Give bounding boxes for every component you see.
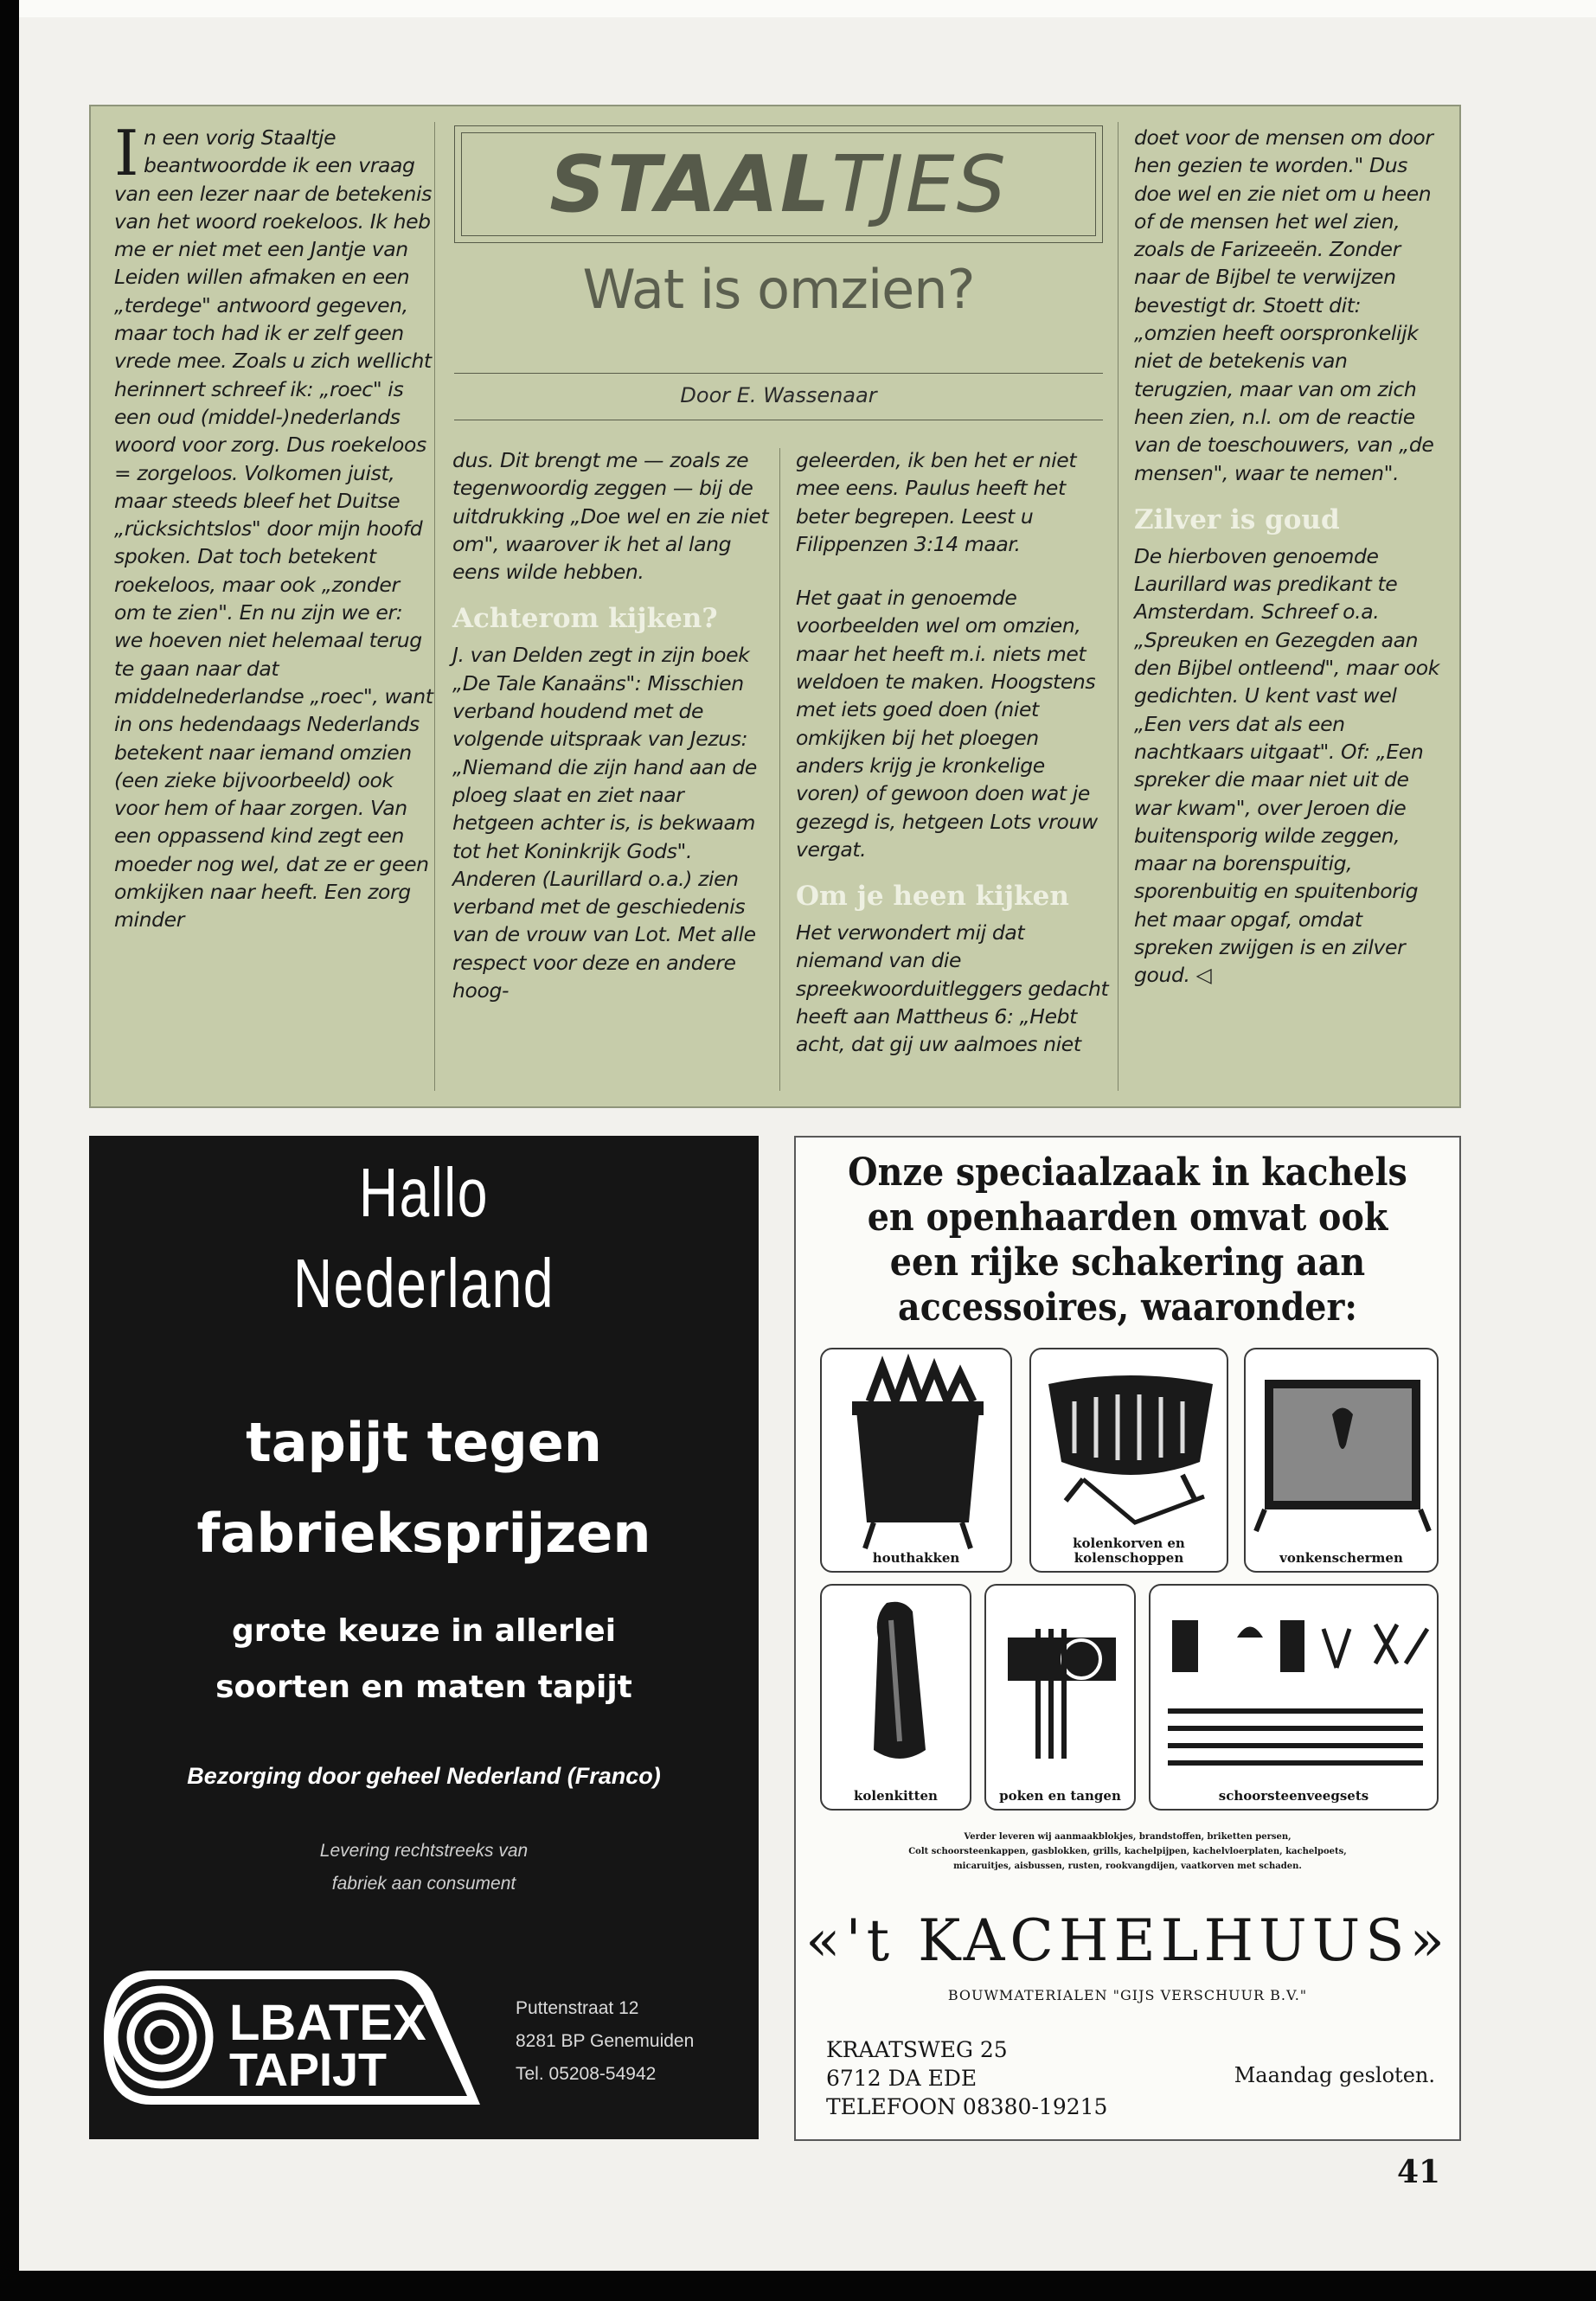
column-1-text: n een vorig Staaltje beantwoordde ik een vraag van een lezer naar de betekenis van het woord roekeloos. Ik heb me er niet met een Jantje van Leiden willen afmaken en een „terdege" antwoord gegeven, maar toch had ik er zelf geen vrede mee. Zoals u zich wellicht herinnert schreef ik: „roec" is een oud (middel-)nederlands woord voor zorg. Dus roekeloos = zorgeloos. Volkomen juist, maar steeds bleef het Duitse „rücksichtslos" door mijn hoofd spoken. Dat toch betekent roekeloos, maar ook „zonder om te zien". En nu zijn we er: we hoeven niet helemaal terug te gaan naar dat middelnederlandse „roec", want in ons hedendaags Nederlands betekent naar iemand omzien (een zieke bijvoorbeeld) ook voor hem of haar zorgen. Van een oppassend kind zegt een moeder nog wel, dat ze er geen omkijken naar heeft. Een zorg minder bbox=[114, 125, 433, 933]
drop-cap: I bbox=[114, 117, 139, 189]
ad-small-1: Levering rechtstreeks van bbox=[319, 1841, 529, 1861]
paragraph: dus. Dit brengt me — zoals ze tegenwoordig zeggen — bij de uitdrukking „Doe wel en zie niet om", waarover ik het al lang eens wilde hebben. bbox=[452, 448, 769, 585]
tile-poken-en-tangen: poken en tangen bbox=[984, 1584, 1136, 1811]
fire-screen-icon bbox=[1246, 1349, 1439, 1573]
paragraph: doet voor de mensen om door hen gezien te worden." Dus doe wel en zie niet om u heen of de mensen het wel zien, zoals de Farizeeën. Zonder naar de Bijbel te verwijzen bevestigt dr. Stoett dit: „omzien heeft oorspronkelijk niet de betekenis van terugzien, maar van om zich heen zien, n.l. om de reactie van de toeschouwers, van „de mensen", waar te nemen". bbox=[1134, 125, 1434, 485]
article-column-1 bbox=[114, 117, 434, 934]
ad-text-2: soorten en maten tapijt bbox=[215, 1670, 632, 1705]
ad-headline: Onze speciaalzaak in kachels en openhaarden omvat ook een rijke schakering aan accessoires, waaronder: bbox=[848, 1150, 1407, 1330]
paragraph: J. van Delden zegt in zijn boek „De Tale Kanaäns": Misschien verband houdend met de volgende uitspraak van Jezus: „Niemand die zijn hand aan de ploeg slaat en ziet naar hetgeen achter is, is bekwaam tot het Koninkrijk Gods". Anderen (Laurillard o.a.) zien verband met de geschiedenis van de vrouw van Lot. Met alle respect voor deze en andere hoog- bbox=[452, 643, 757, 1003]
scan-bottom-edge bbox=[0, 2271, 1596, 2301]
coal-scuttle-icon bbox=[822, 1586, 971, 1811]
svg-text:LBATEX: LBATEX bbox=[229, 1995, 426, 2051]
log-basket-icon bbox=[822, 1349, 1012, 1573]
paragraph: Het gaat in genoemde voorbeelden wel om omzien, maar het heeft m.i. niets met weldoen te maken. Hoogstens met iets goed doen (niet omkijken bij het ploegen anders krijg je kronkelige voren) of gewoon doen wat je gezegd is, hetgeen Lots vrouw vergat. bbox=[796, 586, 1098, 862]
fine-print: Verder leveren wij aanmaakblokjes, brandstoffen, briketten persen, Colt schoorsteenkappen, gasblokken, grills, kachelpijpen, kachelvloerplaten, kachelpoets, micaruitjes, aisbussen, rusten, rookvangdijen, vaatkorven met schaden. bbox=[908, 1832, 1347, 1871]
fire-tools-icon bbox=[986, 1586, 1136, 1811]
article-title-box bbox=[454, 125, 1103, 243]
scan-left-edge bbox=[0, 0, 19, 2301]
ad-text-1: grote keuze in allerlei bbox=[231, 1613, 617, 1649]
opening-note: Maandag gesloten. bbox=[1234, 2063, 1435, 2087]
paragraph: geleerden, ik ben het er niet mee eens. Paulus heeft het beter begrepen. Leest u Filippenzen 3:14 maar. bbox=[796, 448, 1077, 556]
tile-kolenkitten: kolenkitten bbox=[820, 1584, 971, 1811]
ad-headline-2: Nederland bbox=[293, 1245, 554, 1322]
article-column-3 bbox=[796, 446, 1112, 1059]
ad-slogan-2: fabrieksprijzen bbox=[196, 1502, 651, 1565]
page-top-margin bbox=[19, 0, 1596, 17]
kachelhuus-advertisement bbox=[794, 1136, 1461, 2141]
article-title: STAALTJES bbox=[549, 138, 1008, 230]
article-column-4 bbox=[1134, 124, 1447, 990]
ad-headline-1: Hallo bbox=[358, 1154, 490, 1231]
tile-schoorsteenveegsets: schoorsteenveegsets bbox=[1149, 1584, 1439, 1811]
article-column-2 bbox=[452, 446, 769, 1004]
byline-rule bbox=[454, 373, 1103, 374]
byline: Door E. Wassenaar bbox=[680, 383, 877, 407]
tile-vonkenschermen: vonkenschermen bbox=[1244, 1348, 1439, 1573]
page-number: 41 bbox=[1397, 2154, 1441, 2190]
brand-subtitle: BOUWMATERIALEN "GIJS VERSCHUUR B.V." bbox=[947, 1987, 1308, 2003]
ad-delivery: Bezorging door geheel Nederland (Franco) bbox=[187, 1763, 661, 1789]
section-heading: Om je heen kijken bbox=[796, 881, 1069, 913]
section-heading: Achterom kijken? bbox=[452, 603, 718, 635]
article-subtitle: Wat is omzien? bbox=[582, 258, 975, 321]
chimney-sweep-set-icon bbox=[1151, 1586, 1439, 1811]
paragraph: De hierboven genoemde Laurillard was predikant te Amsterdam. Schreef o.a. „Spreuken en Gezegden aan den Bijbel ontleend", maar ook gedichten. U kent vast wel „Een vers dat als een nachtkaars uitgaat". Of: „Een spreker die maar niet uit de war kwam", over Jeroen die buitensporig wilde zeggen, maar na borenspuitig, sporenbuitig en spuitenborig het maar opgaf, omdat spreken zwijgen is en zilver goud. ◁ bbox=[1134, 543, 1439, 988]
tile-houthakken: houthakken bbox=[820, 1348, 1012, 1573]
section-heading: Zilver is goud bbox=[1134, 503, 1340, 535]
svg-text:TAPIJT: TAPIJT bbox=[229, 2044, 388, 2096]
brand-name: «'t KACHELHUUS» bbox=[805, 1907, 1450, 1974]
tile-kolenkorven: kolenkorven en kolenschoppen bbox=[1029, 1348, 1228, 1573]
article-staaltjes bbox=[89, 105, 1461, 1108]
ad-address: Puttenstraat 12 8281 BP Genemuiden Tel. 05208-54942 bbox=[516, 1998, 695, 2084]
ad-slogan-1: tapijt tegen bbox=[246, 1411, 602, 1474]
store-address: KRAATSWEG 25 6712 DA EDE TELEFOON 08380-19215 bbox=[826, 2037, 1108, 2119]
paragraph: Het verwondert mij dat niemand van die spreekwoorduitleggers gedacht heeft aan Mattheus 6: „Hebt acht, dat gij uw aalmoes niet bbox=[796, 920, 1109, 1057]
olbatex-logo bbox=[99, 1940, 489, 2113]
ad-small-2: fabriek aan consument bbox=[331, 1874, 516, 1894]
column-rule bbox=[779, 448, 780, 1091]
olbatex-advertisement bbox=[89, 1136, 759, 2139]
column-rule bbox=[434, 122, 435, 1091]
